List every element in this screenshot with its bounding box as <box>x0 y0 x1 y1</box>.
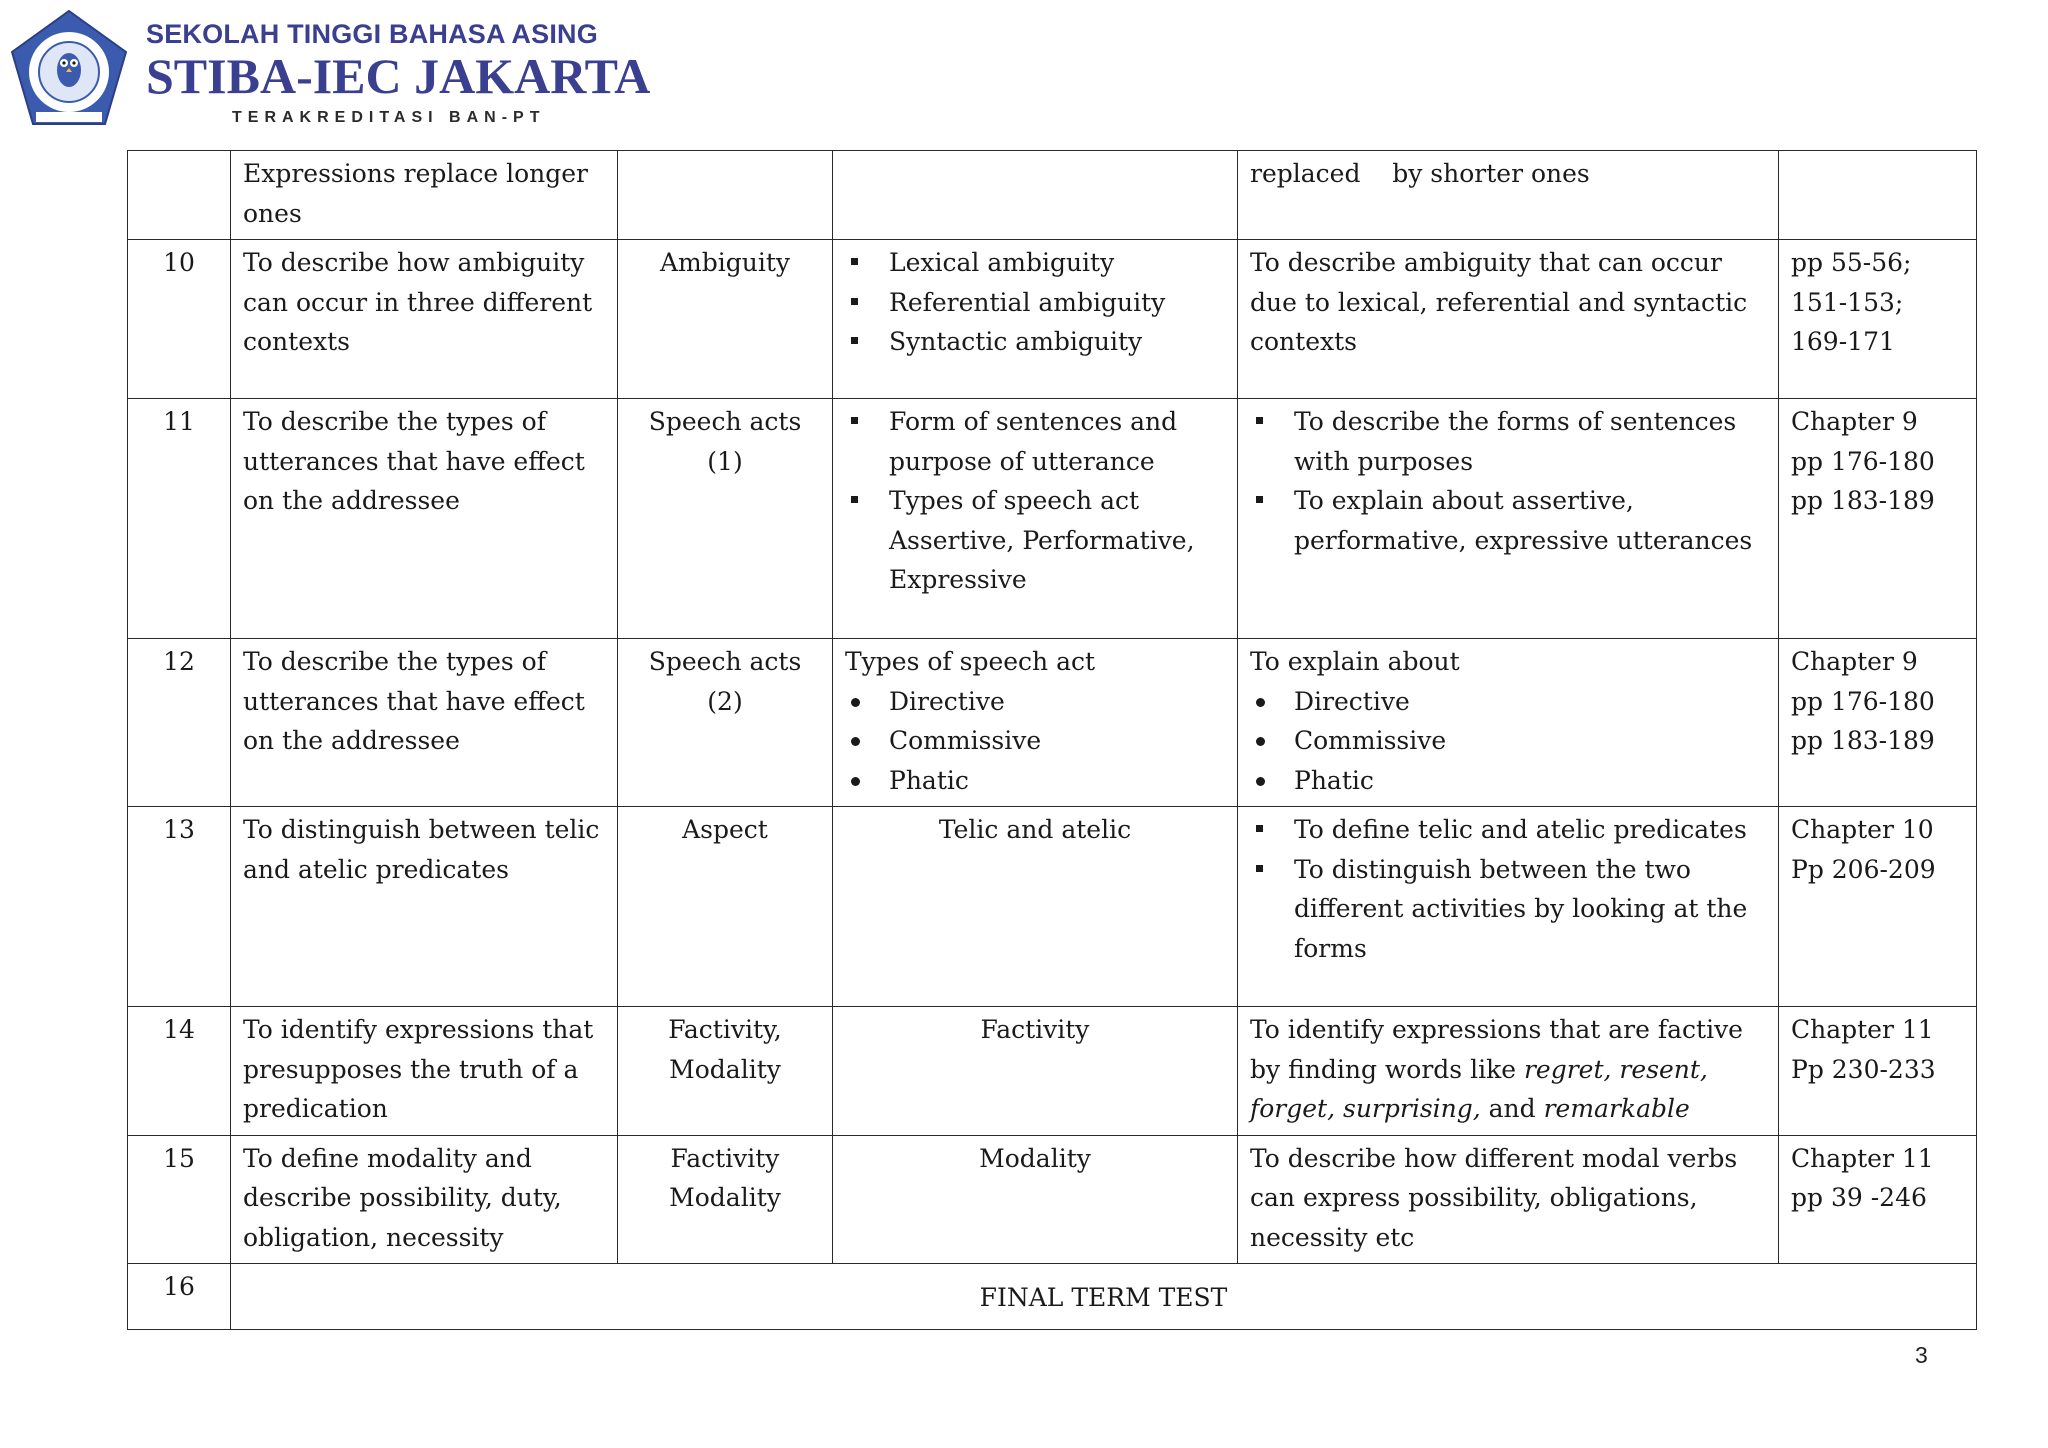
material <box>833 399 1238 639</box>
list-item: Directive <box>845 682 1225 722</box>
reference-line: Chapter 11 <box>1791 1143 1934 1173</box>
list-item: Form of sentences and purpose of utterance <box>845 402 1225 481</box>
institution-type: SEKOLAH TINGGI BAHASA ASING <box>146 19 598 49</box>
syllabus-table <box>127 150 1977 1330</box>
learning-objective: To define modality and describe possibility, duty, obligation, necessity <box>231 1135 618 1264</box>
learning-objective: Expressions replace longer ones <box>231 151 618 240</box>
reference <box>1779 151 1977 240</box>
material-intro: Types of speech act <box>845 647 1096 676</box>
table-row <box>128 151 1977 240</box>
table-row <box>128 639 1977 807</box>
reference <box>1779 639 1977 807</box>
learning-activity: replaced by shorter ones <box>1238 151 1779 240</box>
material: Telic and atelic <box>833 807 1238 1007</box>
topic: Aspect <box>618 807 833 1007</box>
topic: Factivity Modality <box>618 1135 833 1264</box>
reference-line: pp 183-189 <box>1791 726 1935 755</box>
learning-activity <box>1238 639 1779 807</box>
reference: pp 55-56; 151-153; 169-171 <box>1779 240 1977 399</box>
table-row <box>128 1135 1977 1264</box>
list-item: To describe the forms of sentences with purposes <box>1250 402 1766 481</box>
list-item: To distinguish between the two different activities by looking at the forms <box>1250 850 1766 969</box>
list-item: To explain about assertive, performative, expressive utterances <box>1250 481 1766 560</box>
topic: Speech acts (1) <box>618 399 833 639</box>
reference-line: pp 176-180 <box>1791 686 1935 716</box>
learning-activity <box>1238 1007 1779 1136</box>
topic: Speech acts (2) <box>618 639 833 807</box>
week-number: 13 <box>128 807 231 1007</box>
list-item: Phatic <box>1250 761 1766 801</box>
learning-activity: To describe how different modal verbs can express possibility, obligations, necessity etc <box>1238 1135 1779 1264</box>
week-number: 14 <box>128 1007 231 1136</box>
reference-line: Chapter 11 <box>1791 1015 1934 1044</box>
list-item: Lexical ambiguity <box>845 243 1225 283</box>
material <box>833 639 1238 807</box>
page-number: 3 <box>1915 1342 1928 1368</box>
activity-emphasis: regret, resent, forget, surprising, <box>1250 1054 1708 1123</box>
table-row <box>128 399 1977 639</box>
list-item: Directive <box>1250 682 1766 722</box>
week-number: 10 <box>128 240 231 399</box>
material <box>833 240 1238 399</box>
learning-objective: To distinguish between telic and atelic predicates <box>231 807 618 1007</box>
reference <box>1779 399 1977 639</box>
list-item: Commissive <box>845 721 1225 761</box>
week-number: 16 <box>128 1264 231 1330</box>
institution-logo <box>8 8 130 130</box>
learning-activity: To describe ambiguity that can occur due to lexical, referential and syntactic contexts <box>1238 240 1779 399</box>
reference-line: pp 183-189 <box>1791 486 1935 515</box>
topic <box>618 151 833 240</box>
list-item: To define telic and atelic predicates <box>1250 810 1766 850</box>
list-item: Phatic <box>845 761 1225 801</box>
material <box>833 151 1238 240</box>
reference-line: Chapter 9 <box>1791 407 1918 436</box>
reference-line: Pp 230-233 <box>1791 1054 1936 1084</box>
learning-objective: To identify expressions that presupposes the truth of a predication <box>231 1007 618 1136</box>
activity-intro: To explain about <box>1250 647 1460 676</box>
final-term-test: FINAL TERM TEST <box>231 1264 1977 1330</box>
institution-name: STIBA-IEC JAKARTA <box>146 48 651 104</box>
table-row <box>128 807 1977 1007</box>
topic: Ambiguity <box>618 240 833 399</box>
reference-line: pp 176-180 <box>1791 446 1935 476</box>
reference-line: Chapter 9 <box>1791 647 1918 676</box>
accreditation-label: TERAKREDITASI BAN-PT <box>232 109 546 126</box>
list-item: Types of speech act Assertive, Performative, Expressive <box>845 481 1225 600</box>
list-item: Referential ambiguity <box>845 283 1225 323</box>
week-number: 12 <box>128 639 231 807</box>
table-row <box>128 1264 1977 1330</box>
topic: Factivity, Modality <box>618 1007 833 1136</box>
list-item: Syntactic ambiguity <box>845 322 1225 362</box>
table-row <box>128 240 1977 399</box>
activity-text: and <box>1480 1094 1544 1123</box>
learning-objective: To describe the types of utterances that have effect on the addressee <box>231 399 618 639</box>
reference-line: Pp 206-209 <box>1791 854 1936 884</box>
activity-emphasis: remarkable <box>1543 1094 1690 1123</box>
week-number: 11 <box>128 399 231 639</box>
material: Modality <box>833 1135 1238 1264</box>
list-item: Commissive <box>1250 721 1766 761</box>
reference <box>1779 807 1977 1007</box>
week-number <box>128 151 231 240</box>
activity-text: To identify expressions that are factive by finding words like <box>1250 1015 1743 1084</box>
institution-name-block <box>146 18 650 129</box>
learning-objective: To describe the types of utterances that have effect on the addressee <box>231 639 618 807</box>
reference <box>1779 1007 1977 1136</box>
reference-line: Chapter 10 <box>1791 815 1934 844</box>
learning-activity <box>1238 399 1779 639</box>
learning-objective: To describe how ambiguity can occur in three different contexts <box>231 240 618 399</box>
reference-line: pp 39 -246 <box>1791 1183 1927 1212</box>
week-number: 15 <box>128 1135 231 1264</box>
material: Factivity <box>833 1007 1238 1136</box>
table-row <box>128 1007 1977 1136</box>
reference <box>1779 1135 1977 1264</box>
learning-activity <box>1238 807 1779 1007</box>
